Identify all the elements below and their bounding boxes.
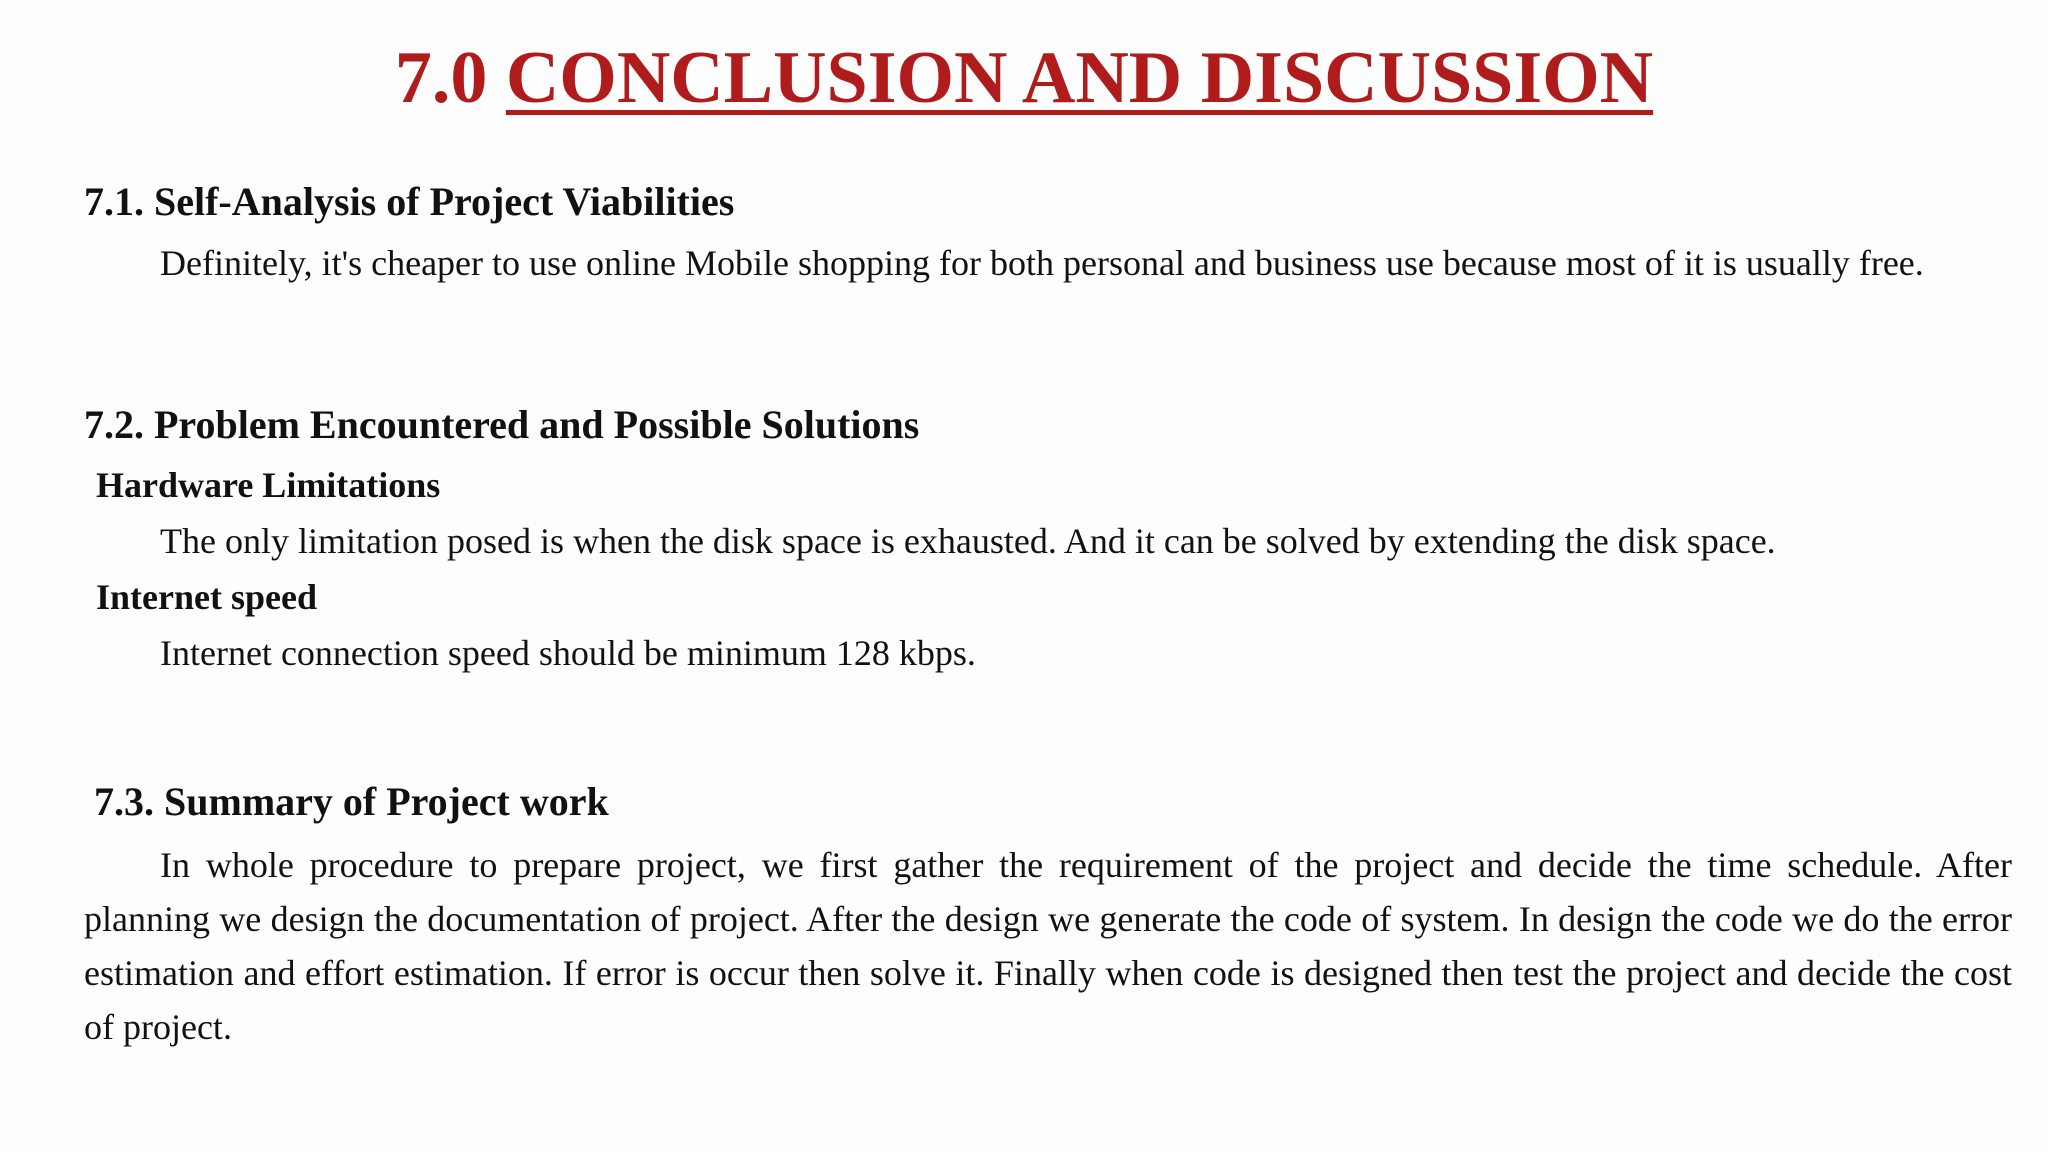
hardware-limitations-text: The only limitation posed is when the disk space is exhausted. And it can be solved by extending the disk space.: [160, 521, 1776, 561]
section-3-heading: 7.3. Summary of Project work: [94, 779, 609, 824]
page-title: [0, 38, 2048, 119]
internet-speed-heading: Internet speed: [96, 577, 317, 617]
title-number: 7.0: [394, 37, 506, 119]
section-2-heading: 7.2. Problem Encountered and Possible Solutions: [84, 402, 920, 447]
section-1-heading: 7.1. Self-Analysis of Project Viabilities: [84, 179, 735, 224]
section-3-paragraph: In whole procedure to prepare project, we first gather the requirement of the project and decide the time schedule. After planning we design the documentation of project. After the design we generate the code of system. In design the code we do the error estimation and effort estimation. If error is occur then solve it. Finally when code is designed then test the project and decide the cost of project.: [84, 845, 2012, 1047]
section-1-paragraph: Definitely, it's cheaper to use online Mobile shopping for both personal and business use because most of it is usually free.: [160, 243, 1924, 283]
title-text: CONCLUSION AND DISCUSSION: [505, 37, 1654, 119]
internet-speed-text: Internet connection speed should be minimum 128 kbps.: [160, 633, 976, 673]
hardware-limitations-heading: Hardware Limitations: [96, 465, 441, 505]
